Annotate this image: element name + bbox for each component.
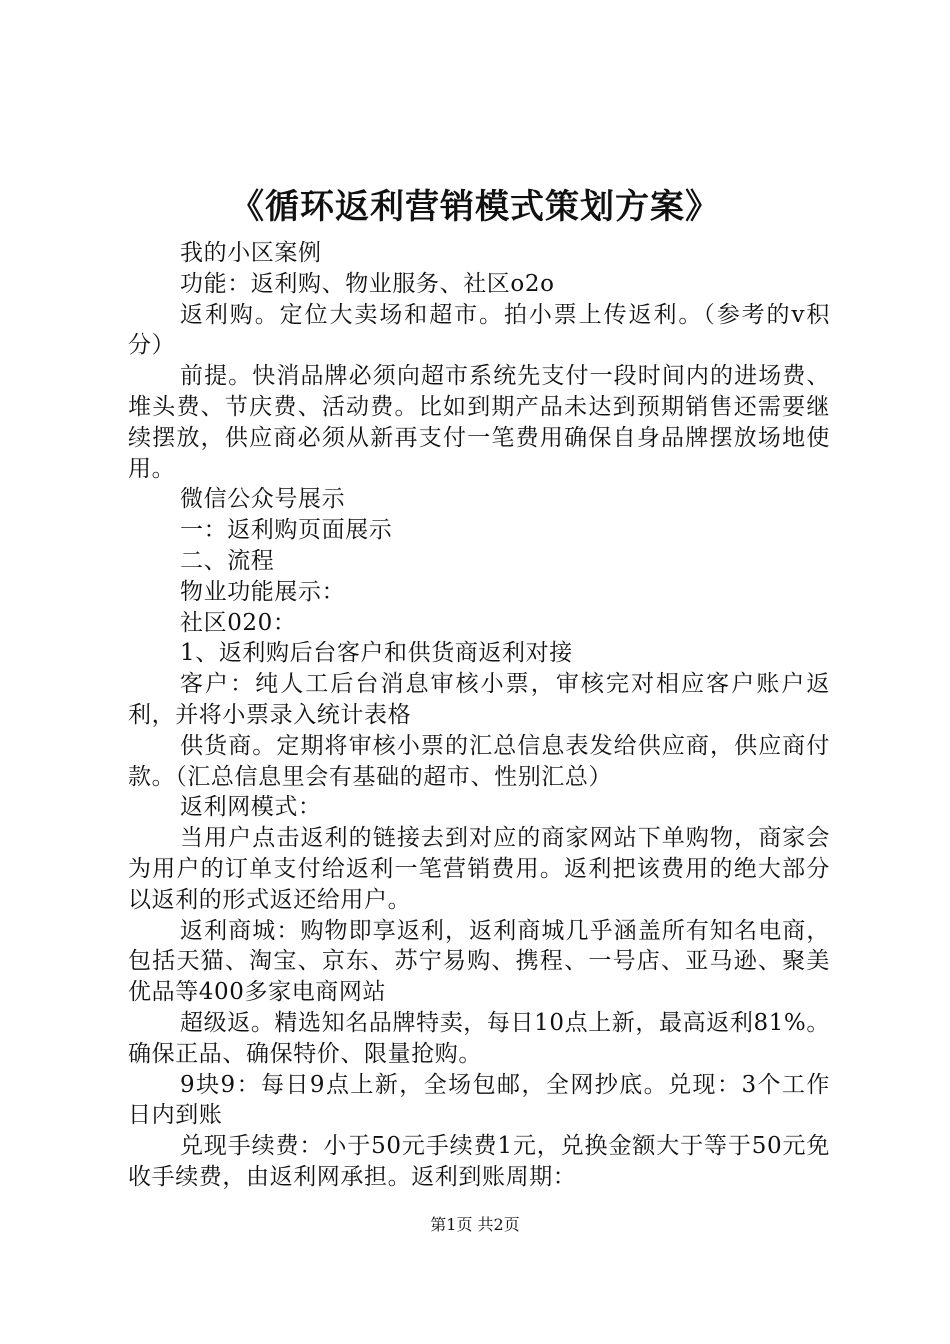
paragraph: 客户：纯人工后台消息审核小票，审核完对相应客户账户返利，并将小票录入统计表格 [128,671,830,728]
paragraph: 当用户点击返利的链接去到对应的商家网站下单购物，商家会为用户的订单支付给返利一笔营销费用。返利把该费用的绝大部分以返利的形式返还给用户。 [128,825,830,913]
paragraph: 返利商城：购物即享返利，返利商城几乎涵盖所有知名电商，包括天猫、淘宝、京东、苏宁易购、携程、一号店、亚马逊、聚美优品等400多家电商网站 [128,917,830,1006]
paragraph: 供货商。定期将审核小票的汇总信息表发给供应商，供应商付款。（汇总信息里会有基础的超市、性别汇总） [128,732,830,790]
paragraph: 社区020： [180,609,297,636]
paragraph: 9块9：每日9点上新，全场包邮，全网抄底。兑现：3个工作日内到账 [128,1071,830,1129]
paragraph: 返利购。定位大卖场和超市。拍小票上传返利。（参考的v积分） [128,301,830,359]
paragraph: 功能：返利购、物业服务、社区o2o [180,270,555,297]
page-footer: 第1页 共2页 [430,1215,520,1234]
paragraph: 兑现手续费：小于50元手续费1元，兑换金额大于等于50元免收手续费，由返利网承担。返利到账周期： [128,1133,830,1190]
document-body [128,238,830,1193]
paragraph: 返利网模式： [180,794,322,821]
paragraph: 物业功能展示： [180,578,346,605]
paragraph: 超级返。精选知名品牌特卖，每日10点上新，最高返利81%。确保正品、确保特价、限量抢购。 [128,1009,830,1067]
paragraph: 微信公众号展示 [180,486,346,513]
paragraph: 二、流程 [180,547,275,574]
document-title: 《循环返利营销模式策划方案》 [230,187,720,227]
paragraph: 前提。快消品牌必须向超市系统先支付一段时间内的进场费、堆头费、节庆费、活动费。比如到期产品未达到预期销售还需要继续摆放，供应商必须从新再支付一笔费用确保自身品牌摆放场地使用。 [128,363,830,482]
paragraph: 一：返利购页面展示 [180,517,393,544]
paragraph: 我的小区案例 [180,240,322,266]
paragraph: 1、返利购后台客户和供货商返利对接 [180,640,573,667]
